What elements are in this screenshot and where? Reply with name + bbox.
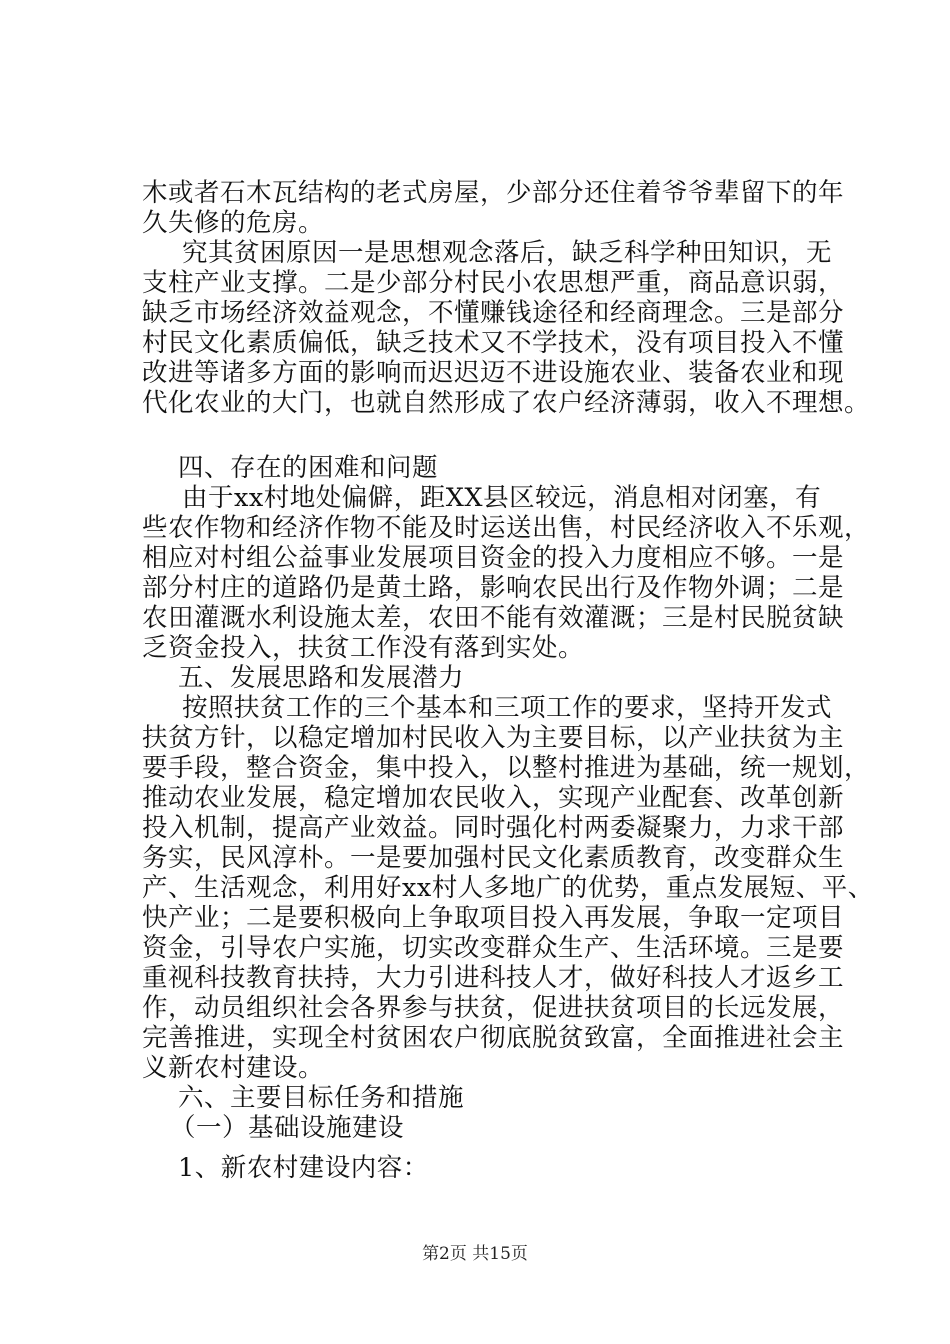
text-line: 要手段，整合资金，集中投入，以整村推进为基础，统一规划， (142, 753, 871, 783)
text-line: 代化农业的大门，也就自然形成了农户经济薄弱，收入不理想。 (142, 388, 871, 418)
text-line: 支柱产业支撑。二是少部分村民小农思想严重，商品意识弱， (142, 268, 845, 298)
section-heading: 六、主要目标任务和措施 (178, 1083, 465, 1113)
text-line: 快产业；二是要积极向上争取项目投入再发展，争取一定项目 (142, 903, 845, 933)
text-line: 扶贫方针，以稳定增加村民收入为主要目标，以产业扶贫为主 (142, 723, 845, 753)
text-line: 务实，民风淳朴。一是要加强村民文化素质教育，改变群众生 (142, 843, 845, 873)
text-line: 村民文化素质偏低，缺乏技术又不学技术，没有项目投入不懂 (142, 328, 845, 358)
text-line: 完善推进，实现全村贫困农户彻底脱贫致富，全面推进社会主 (142, 1023, 845, 1053)
text-line: 农田灌溉水利设施太差，农田不能有效灌溉；三是村民脱贫缺 (142, 603, 845, 633)
section-heading: 四、存在的困难和问题 (178, 453, 439, 483)
paragraph-start-line: 由于xx村地处偏僻，距XX县区较远，消息相对闭塞，有 (182, 483, 822, 513)
text-line: 资金，引导农户实施，切实改变群众生产、生活环境。三是要 (142, 933, 845, 963)
text-line: 作，动员组织社会各界参与扶贫，促进扶贫项目的长远发展， (142, 993, 845, 1023)
text-line: 重视科技教育扶持，大力引进科技人才，做好科技人才返乡工 (142, 963, 845, 993)
text-line: 投入机制，提高产业效益。同时强化村两委凝聚力，力求干部 (142, 813, 845, 843)
text-line: 部分村庄的道路仍是黄土路，影响农民出行及作物外调；二是 (142, 573, 845, 603)
page-number-footer: 第2页 共15页 (422, 1244, 528, 1264)
subsection-heading: （一）基础设施建设 (170, 1113, 405, 1143)
text-line: 久失修的危房。 (142, 208, 325, 238)
text-line: 推动农业发展，稳定增加农民收入，实现产业配套、改革创新 (142, 783, 845, 813)
text-line: 相应对村组公益事业发展项目资金的投入力度相应不够。一是 (142, 543, 845, 573)
text-line: 义新农村建设。 (142, 1053, 325, 1083)
text-line: 改进等诸多方面的影响而迟迟迈不进设施农业、装备农业和现 (142, 358, 845, 388)
text-line: 些农作物和经济作物不能及时运送出售，村民经济收入不乐观， (142, 513, 871, 543)
item-heading: 1、新农村建设内容： (178, 1153, 429, 1183)
text-line: 木或者石木瓦结构的老式房屋，少部分还住着爷爷辈留下的年 (142, 178, 845, 208)
section-heading: 五、发展思路和发展潜力 (178, 663, 465, 693)
paragraph-start-line: 究其贫困原因一是思想观念落后，缺乏科学种田知识，无 (182, 238, 833, 268)
text-line: 乏资金投入，扶贫工作没有落到实处。 (142, 633, 585, 663)
text-line: 缺乏市场经济效益观念，不懂赚钱途径和经商理念。三是部分 (142, 298, 845, 328)
text-line: 产、生活观念，利用好xx村人多地广的优势，重点发展短、平、 (142, 873, 874, 903)
paragraph-start-line: 按照扶贫工作的三个基本和三项工作的要求，坚持开发式 (182, 693, 833, 723)
